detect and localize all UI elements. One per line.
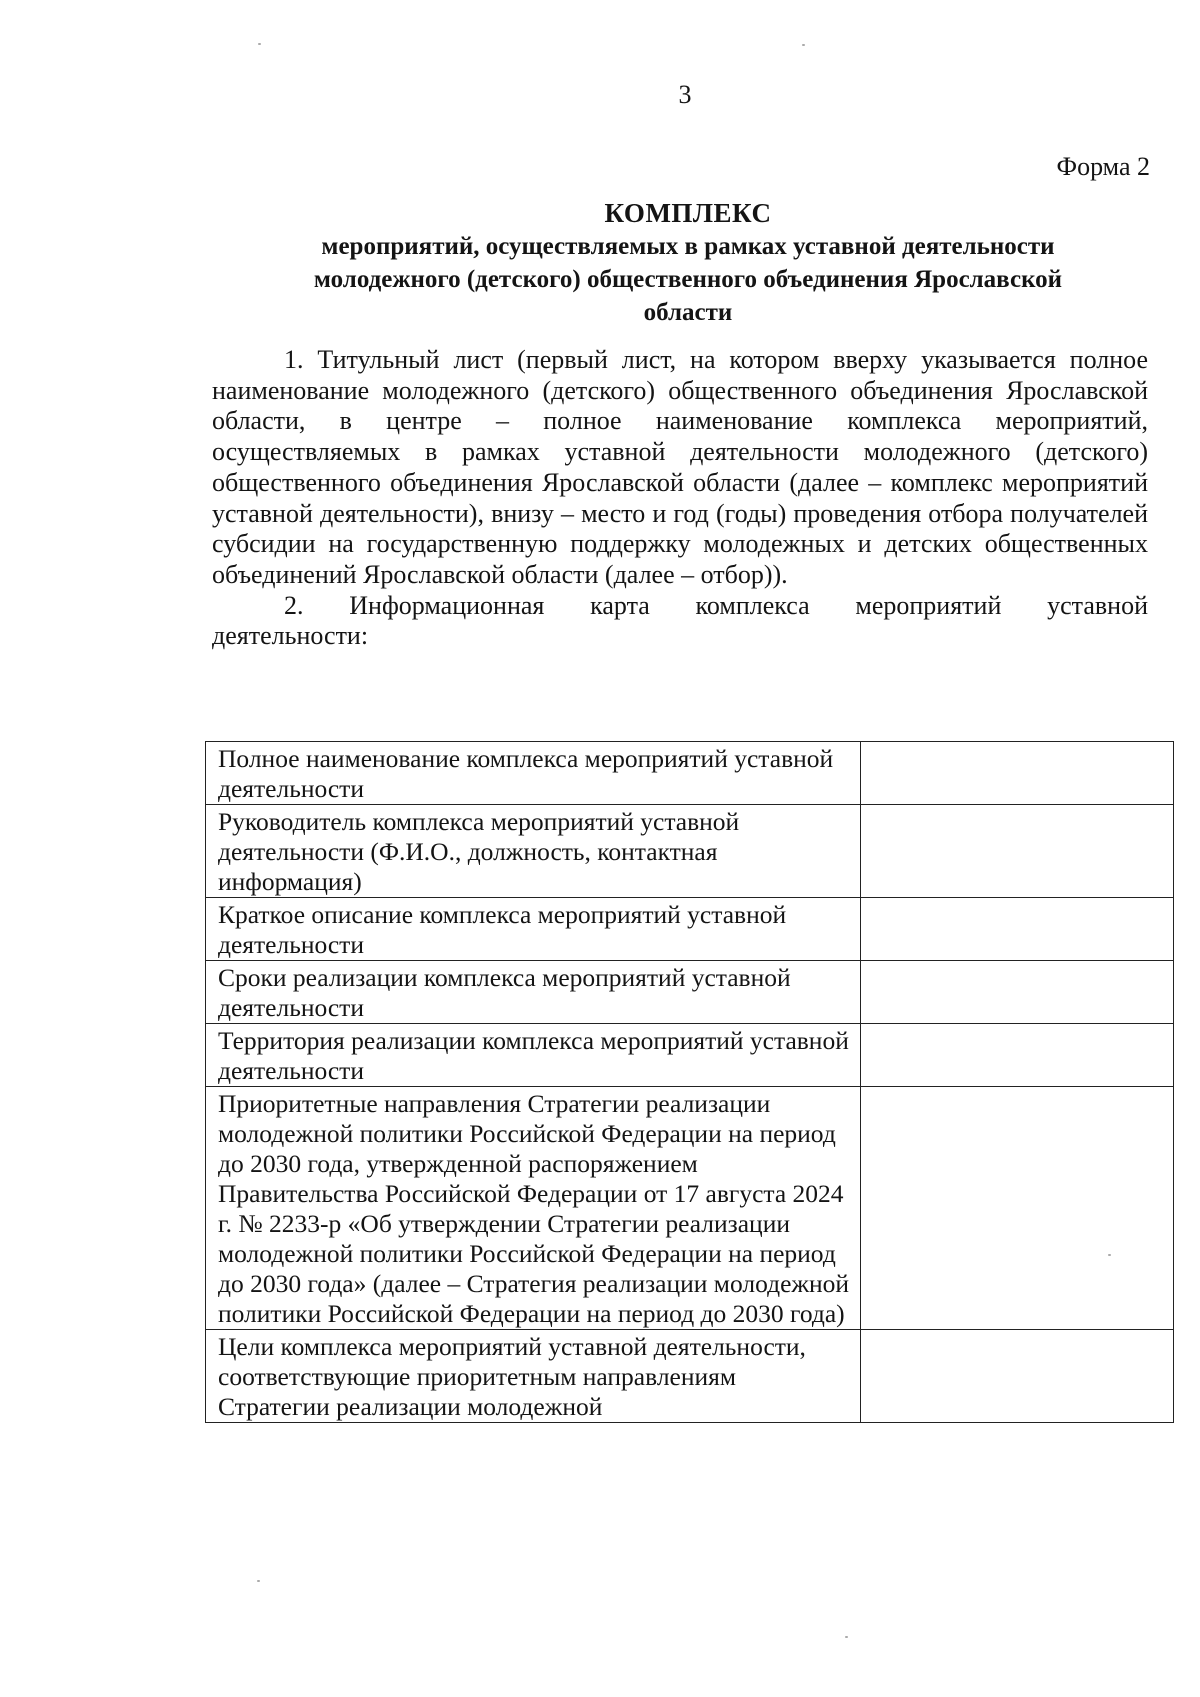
table-row — [206, 742, 1174, 805]
row-value-head[interactable] — [861, 805, 1174, 898]
document-title — [238, 196, 1138, 329]
row-label-goals: Цели комплекса мероприятий уставной деятельности, соответствующие приоритетным направлениям Стратегии реализации молодежной — [206, 1330, 861, 1423]
row-value-dates[interactable] — [861, 961, 1174, 1024]
table-row — [206, 898, 1174, 961]
scan-speck — [258, 43, 261, 45]
row-label-head: Руководитель комплекса мероприятий уставной деятельности (Ф.И.О., должность, контактная информация) — [206, 805, 861, 898]
title-main: КОМПЛЕКС — [604, 198, 772, 228]
scan-speck — [845, 1636, 848, 1638]
row-label-dates: Сроки реализации комплекса мероприятий уставной деятельности — [206, 961, 861, 1024]
row-value-priorities[interactable] — [861, 1087, 1174, 1330]
info-card-table — [205, 741, 1174, 1423]
table-row — [206, 805, 1174, 898]
title-line-3: области — [643, 299, 733, 326]
paragraph-title-page: 1. Титульный лист (первый лист, на котором вверху указывается полное наименование молодежного (детского) общественного объединения Ярославской области, в центре – полное наименование комплекса мероприятий, осуществляемых в рамках уставной деятельности молодежного (детского) общественного объединения Ярославской области (далее – комплекс мероприятий уставной деятельности), внизу – место и год (годы) проведения отбора получателей субсидии на государственную поддержку молодежных и детских общественных объединений Ярославской области (далее – отбор)). — [212, 345, 1148, 589]
row-value-territory[interactable] — [861, 1024, 1174, 1087]
row-value-description[interactable] — [861, 898, 1174, 961]
body-text — [212, 345, 1148, 652]
page-number: 3 — [678, 80, 692, 109]
table-row — [206, 1330, 1174, 1423]
form-label: Форма 2 — [1056, 152, 1150, 181]
table-row — [206, 1024, 1174, 1087]
row-value-full-name[interactable] — [861, 742, 1174, 805]
table-row — [206, 961, 1174, 1024]
scan-speck — [1108, 1254, 1111, 1256]
row-label-full-name: Полное наименование комплекса мероприятий уставной деятельности — [206, 742, 861, 805]
row-label-priorities: Приоритетные направления Стратегии реализации молодежной политики Российской Федерации на период до 2030 года, утвержденной распоряжением Правительства Российской Федерации от 17 августа 2024 г. № 2233-р «Об утверждении Стратегии реализации молодежной политики Российской Федерации на период до 2030 года» (далее – Стратегия реализации молодежной политики Российской Федерации на период до 2030 года) — [206, 1087, 861, 1330]
table-row — [206, 1087, 1174, 1330]
scan-speck — [257, 1580, 260, 1582]
paragraph-info-card-continuation: деятельности: — [212, 621, 369, 651]
title-line-2: молодежного (детского) общественного объединения Ярославской — [313, 266, 1063, 293]
row-value-goals[interactable] — [861, 1330, 1174, 1423]
scan-speck — [802, 44, 805, 46]
paragraph-info-card: 2. Информационная карта комплекса мероприятий уставной — [284, 590, 1148, 620]
row-label-territory: Территория реализации комплекса мероприятий уставной деятельности — [206, 1024, 861, 1087]
row-label-description: Краткое описание комплекса мероприятий уставной деятельности — [206, 898, 861, 961]
title-line-1: мероприятий, осуществляемых в рамках уставной деятельности — [321, 233, 1055, 260]
